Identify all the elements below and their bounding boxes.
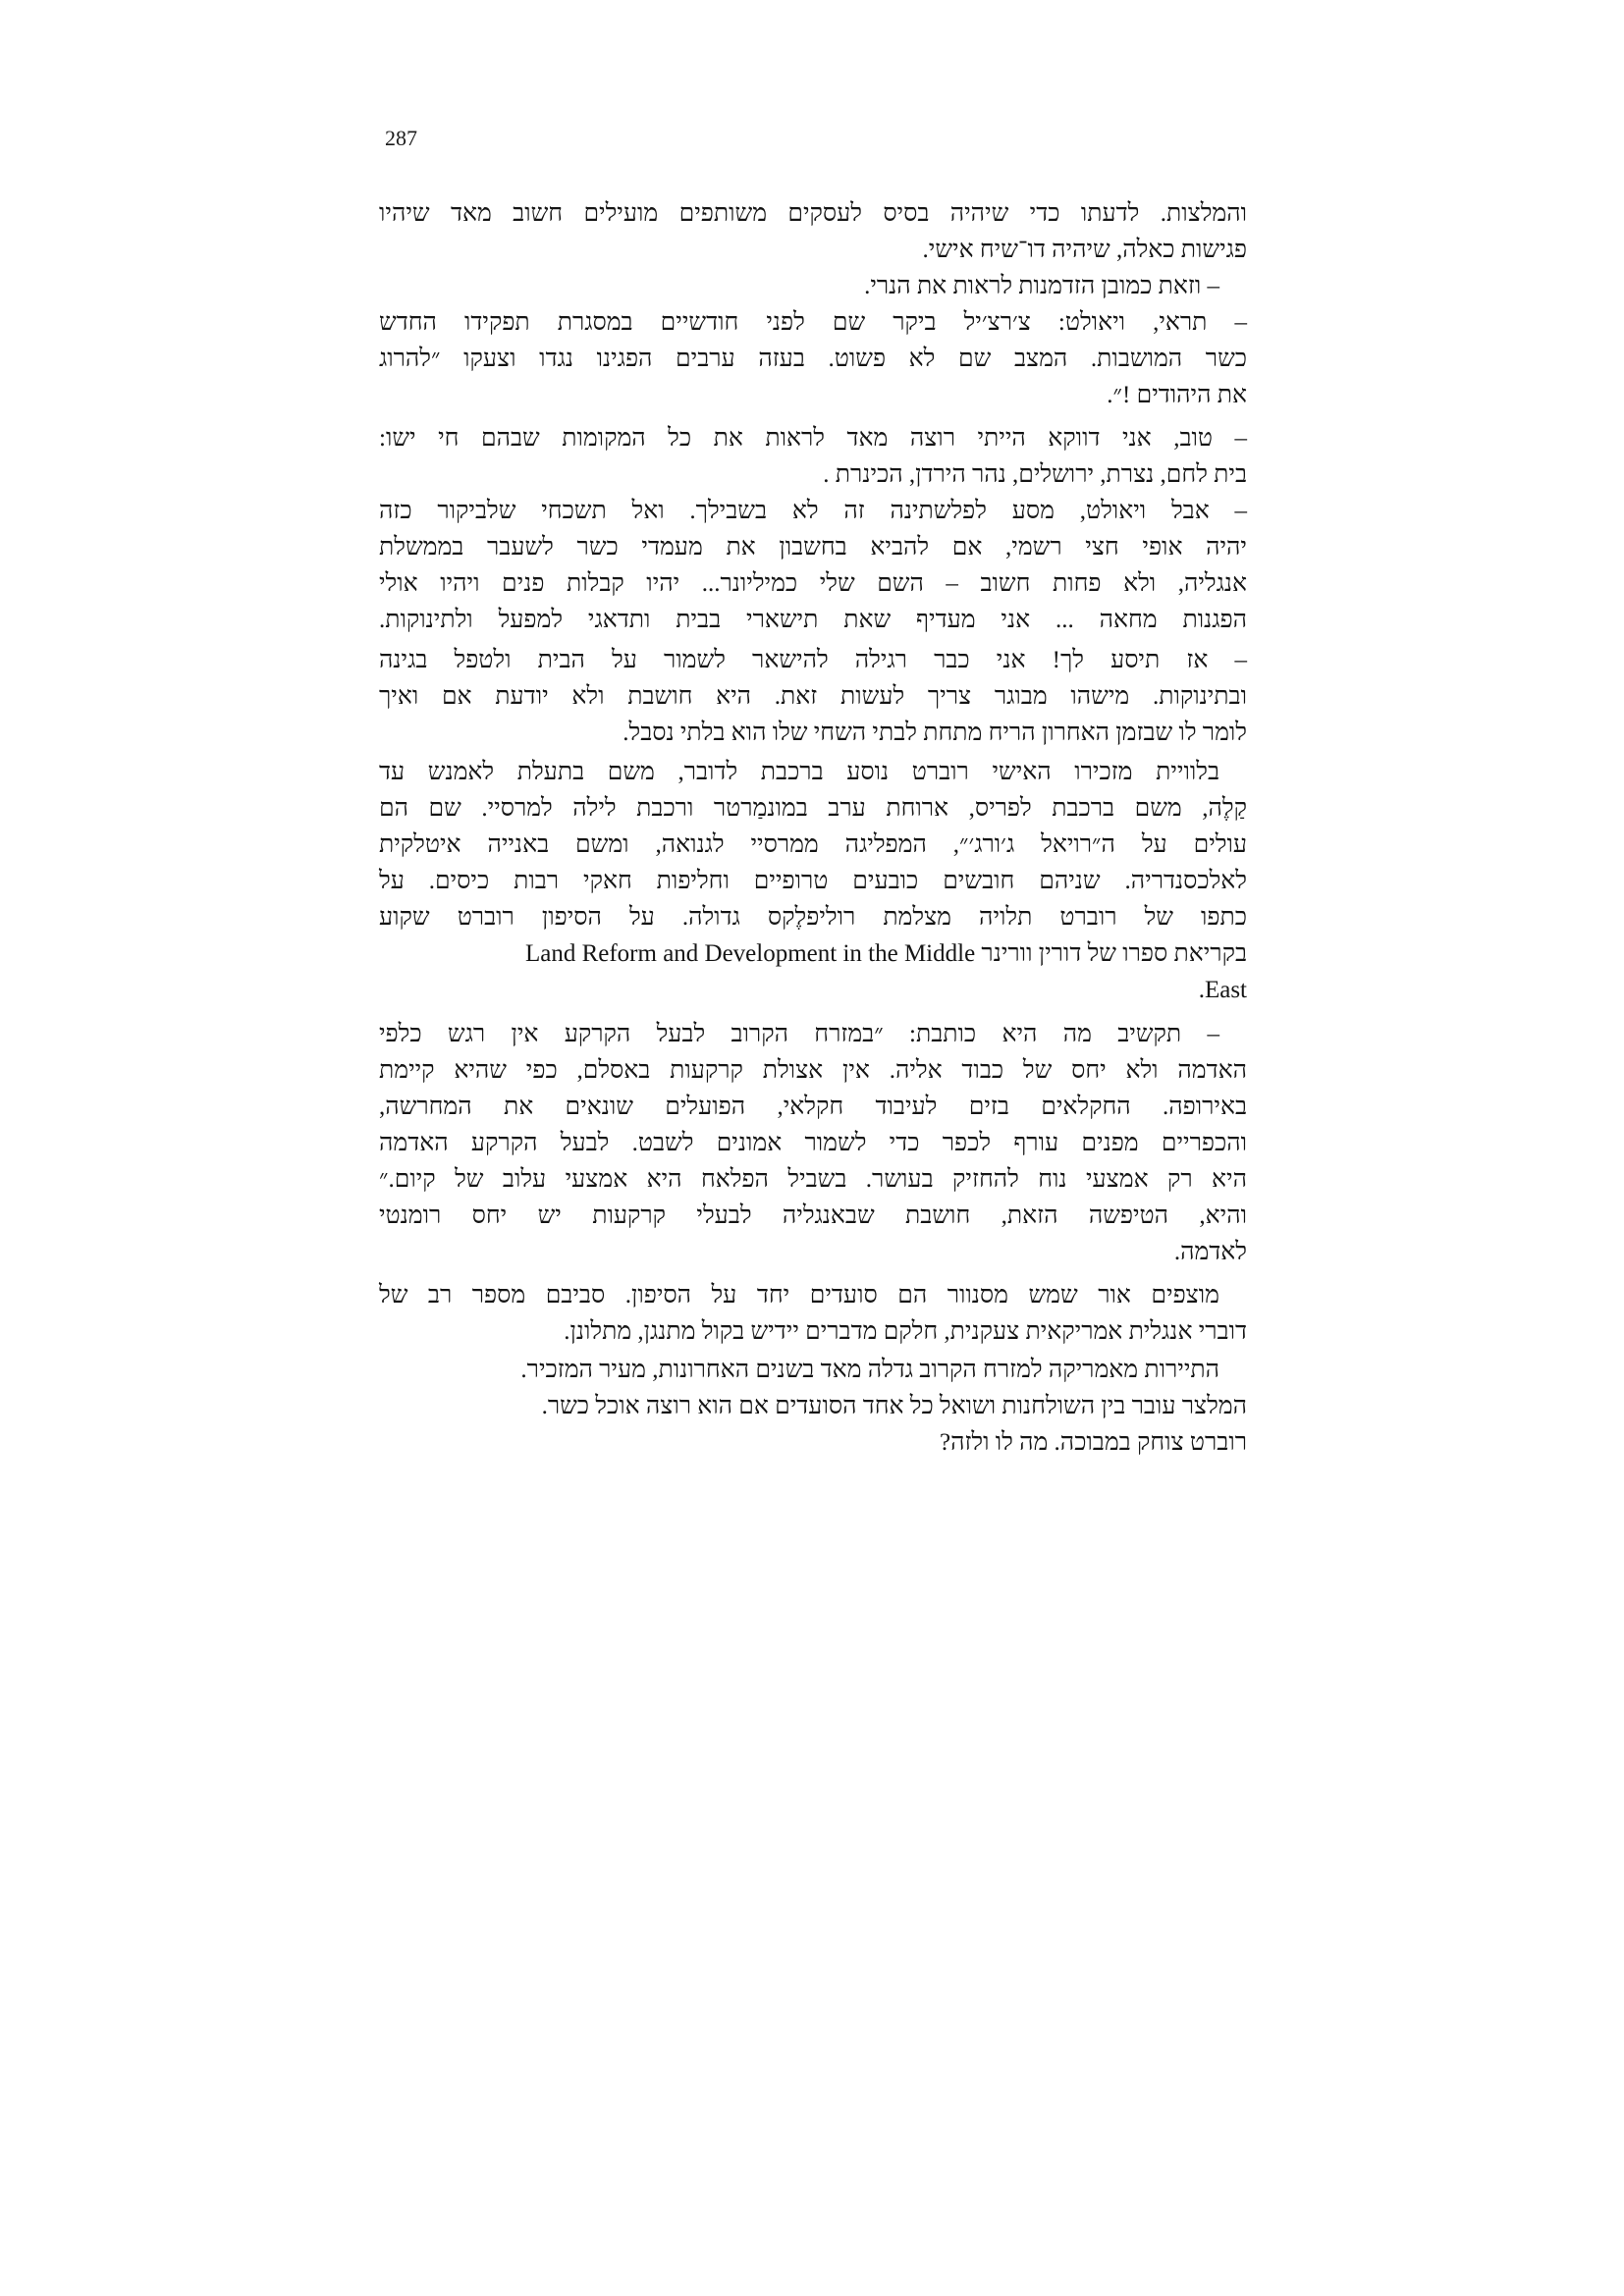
- text-line: קַלֶה, משם ברכבת לפריס, ארוחת ערב במונמַרטר ורכבת לילה למרסיי. שם הם: [379, 795, 1247, 822]
- text-line: היא רק אמצעי נוח להחזיק בעושר. בשביל הפלאח היא אמצעי עלוב של קיום.״: [379, 1166, 1247, 1193]
- text-line: דוברי אנגלית אמריקאית צעקנית, חלקם מדברים יידיש בקול מתנגן, מתלונן.: [564, 1318, 1247, 1345]
- text-line: – אבל ויאולט, מסע לפלשתינה זה לא בשבילך. ואל תשכחי שלביקור כזה: [379, 498, 1247, 524]
- page-number: 287: [385, 126, 417, 150]
- text-line: לומר לו שבזמן האחרון הריח מתחת לבתי השחי שלו הוא בלתי נסבל.: [623, 720, 1247, 746]
- text-line: ובתינוקות. מישהו מבוגר צריך לעשות זאת. היא חושבת ולא יודעת אם ואיך: [379, 683, 1247, 710]
- text-line: התיירות מאמריקה למזרח הקרוב גדלה מאד בשנים האחרונות, מעיר המזכיר.: [520, 1357, 1219, 1383]
- text-line: והיא, הטיפשה הזאת, חושבת שבאנגליה לבעלי קרקעות יש יחס רומנטי: [379, 1202, 1247, 1229]
- text-line: והמלצות. לדעתו כדי שיהיה בסיס לעסקים משותפים מועילים חשוב מאד שיהיו: [379, 200, 1247, 227]
- text-line: באירופה. החקלאים בזים לעיבוד חקלאי, הפועלים שונאים את המחרשה,: [379, 1094, 1247, 1120]
- text-line: – וזאת כמובן הזדמנות לראות את הנרי.: [864, 273, 1219, 299]
- text-line: והכפריים מפנים עורף לכפר כדי לשמור אמונים לשבט. לבעל הקרקע האדמה: [379, 1130, 1247, 1156]
- text-line: – תקשיב מה היא כותבת: ״במזרח הקרוב לבעל הקרקע אין רגש כלפי: [379, 1021, 1219, 1047]
- text-line: – טוב, אני דווקא הייתי רוצה מאד לראות את כל המקומות שבהם חי ישו:: [379, 425, 1247, 452]
- text-line: בלוויית מזכירו האישי רוברט נוסע ברכבת לדובר, משם בתעלת לאמנש עד: [379, 759, 1219, 785]
- text-line: פגישות כאלה, שיהיה דו־שיח אישי.: [922, 237, 1247, 263]
- text-line: אנגליה, ולא פחות חשוב – השם שלי כמיליונר... יהיו קבלות פנים ויהיו אולי: [379, 570, 1247, 597]
- text-line: הפגנות מחאה ... אני מעדיף שאת תישארי בבית ותדאגי למפעל ולתינוקות.: [379, 607, 1247, 633]
- text-line: יהיה אופי חצי רשמי, אם להביא בחשבון את מעמדי כשר לשעבר בממשלת: [379, 534, 1247, 561]
- text-line: האדמה ולא יחס של כבוד אליה. אין אצולת קרקעות באסלם, כפי שהיא קיימת: [379, 1057, 1247, 1084]
- text-line: .East: [1198, 977, 1247, 1003]
- text-line: עולים על ה״רויאל ג׳ורג׳״, המפליגה ממרסיי לגנואה, ומשם באנייה איטלקית: [379, 831, 1247, 858]
- text-line: – אז תיסע לך! אני כבר רגילה להישאר לשמור על הבית ולטפל בגינה: [379, 647, 1247, 673]
- text-line: רוברט צוחק במבוכה. מה לו ולזה?: [939, 1429, 1247, 1456]
- text-line: בקריאת ספרו של דורין וורינר Land Reform and Development in the Middle: [524, 940, 1247, 967]
- text-line: לאלכסנדריה. שניהם חובשים כובעים טרופיים וחליפות חאקי רבות כיסים. על: [379, 868, 1247, 894]
- text-line: כשר המושבות. המצב שם לא פשוט. בעזה ערבים הפגינו נגדו וצעקו ״להרוג: [379, 346, 1247, 372]
- text-line: – תראי, ויאולט: צ׳רצ׳יל ביקר שם לפני חודשיים במסגרת תפקידו החדש: [379, 309, 1247, 336]
- text-line: מוצפים אור שמש מסנוור הם סועדים יחד על הסיפון. סביבם מספר רב של: [379, 1282, 1219, 1308]
- text-line: בית לחם, נצרת, ירושלים, נהר הירדן, הכינרת .: [823, 461, 1247, 488]
- text-line: המלצר עובר בין השולחנות ושואל כל אחד הסועדים אם הוא רוצה אוכל כשר.: [541, 1393, 1247, 1419]
- text-line: את היהודים !״.: [1107, 382, 1247, 408]
- text-line: לאדמה.: [1173, 1239, 1247, 1265]
- text-line: כתפו של רוברט תלויה מצלמת רוליפלֶקס גדולה. על הסיפון רוברט שקוע: [379, 904, 1247, 931]
